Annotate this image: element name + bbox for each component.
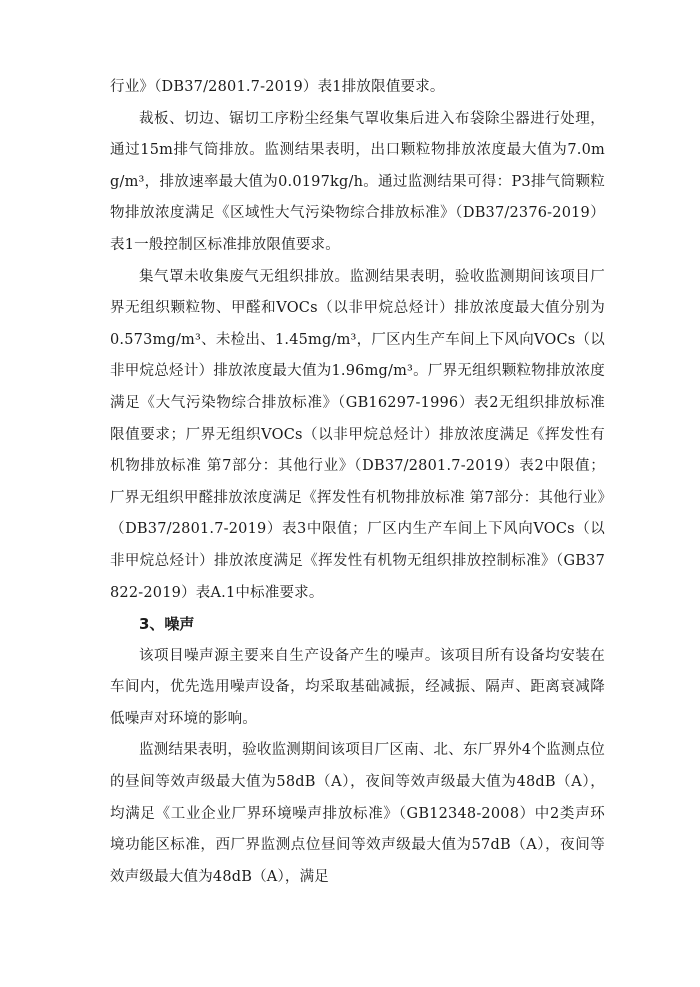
paragraph-continuation: 行业》（DB37/2801.7-2019）表1排放限值要求。 [110,79,445,95]
document-body [110,72,605,893]
paragraph-fugitive-emission: 集气罩未收集废气无组织排放。监测结果表明，验收监测期间该项目厂界无组织颗粒物、甲醛和VOCs（以非甲烷总烃计）排放浓度最大值分别为0.573mg/m³、未检出、1.45mg/m³，厂区内生产车间上下风向VOCs（以非甲烷总烃计）排放浓度最大值为1.96mg/m³。厂界无组织颗粒物排放浓度满足《大气污染物综合排放标准》（GB16297-1996）表2无组织排放标准限值要求；厂界无组织VOCs（以非甲烷总烃计）排放浓度满足《挥发性有机物排放标准 第7部分：其他行业》（DB37/2801.7-2019）表2中限值；厂界无组织甲醛排放浓度满足《挥发性有机物排放标准 第7部分：其他行业》（DB37/2801.7-2019）表3中限值；厂区内生产车间上下风向VOCs（以非甲烷总烃计）排放浓度满足《挥发性有机物无组织排放控制标准》（GB37822-2019）表A.1中标准要求。 [110,268,605,601]
paragraph-dust-treatment: 裁板、切边、锯切工序粉尘经集气罩收集后进入布袋除尘器进行处理，通过15m排气筒排放。监测结果表明，出口颗粒物排放浓度最大值为7.0mg/m³，排放速率最大值为0.0197kg/h。通过监测结果可得：P3排气筒颗粒物排放浓度满足《区域性大气污染物综合排放标准》（DB37/2376-2019）表1一般控制区标准排放限值要求。 [110,110,605,253]
paragraph-noise-source: 该项目噪声源主要来自生产设备产生的噪声。该项目所有设备均安装在车间内，优先选用噪声设备，均采取基础减振，经减振、隔声、距离衰减降低噪声对环境的影响。 [110,647,605,727]
section-heading-noise: 3、噪声 [139,615,195,634]
paragraph-noise-monitoring: 监测结果表明，验收监测期间该项目厂区南、北、东厂界外4个监测点位的昼间等效声级最大值为58dB（A），夜间等效声级最大值为48dB（A），均满足《工业企业厂界环境噪声排放标准》（GB12348-2008）中2类声环境功能区标准，西厂界监测点位昼间等效声级最大值为57dB（A），夜间等效声级最大值为48dB（A），满足 [110,742,605,885]
